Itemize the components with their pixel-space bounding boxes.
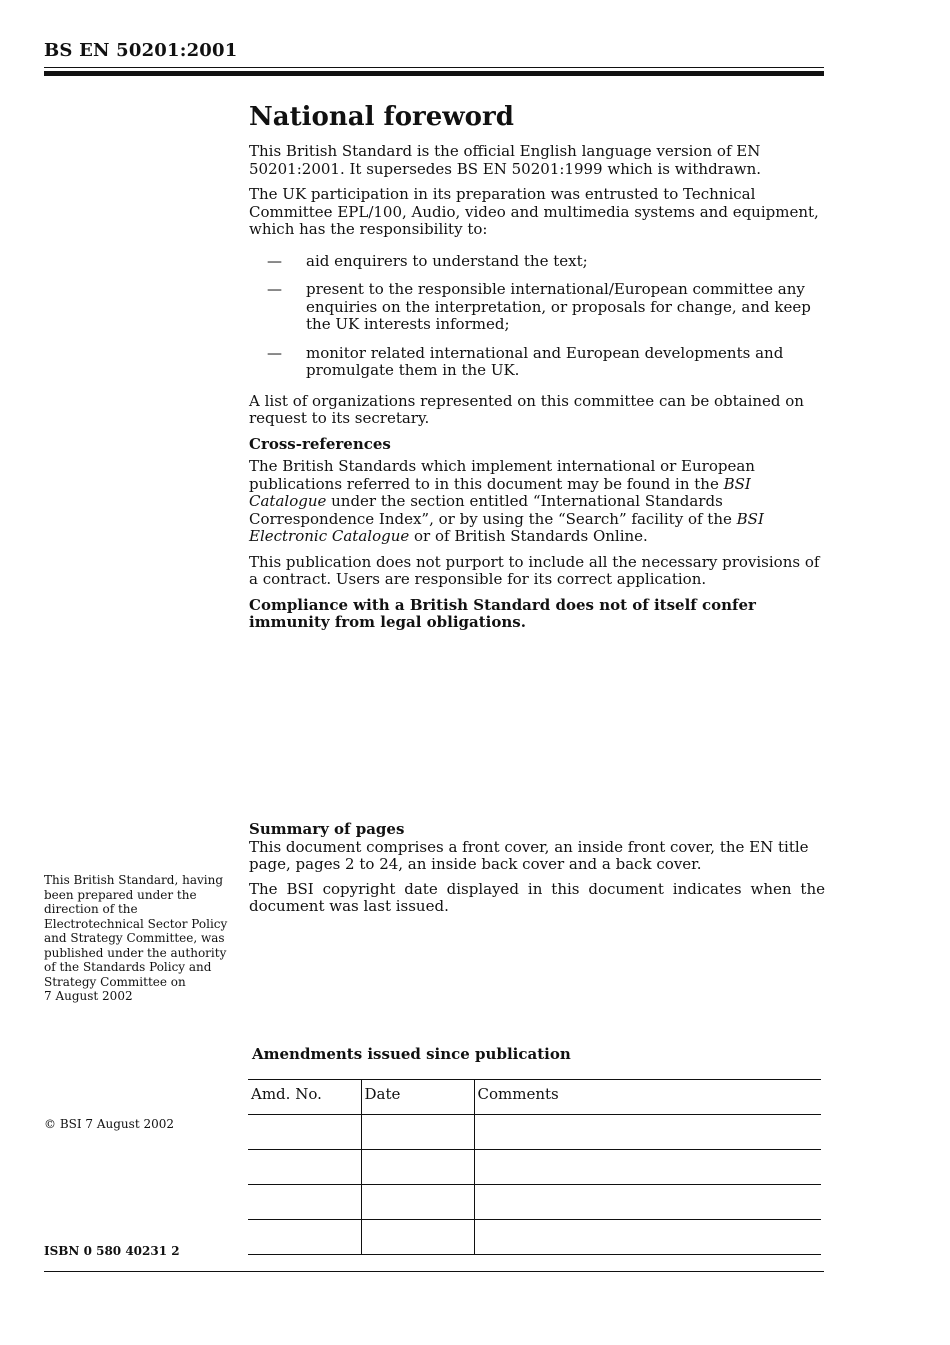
header-thick-rule bbox=[44, 71, 824, 76]
cross-references-heading: Cross-references bbox=[249, 434, 391, 453]
dash-bullet: — bbox=[267, 251, 282, 270]
contract-paragraph: This publication does not purport to include all the necessary provisions of a contract. Users are responsible for its correct application. bbox=[249, 552, 820, 588]
table-cell bbox=[248, 1185, 361, 1220]
crossref-text-2: under the section entitled “International Standards Correspondence Index”, or by using the “Search” facility of the bbox=[249, 492, 737, 528]
note-line: published under the authority bbox=[44, 945, 227, 960]
crossref-text-1: The British Standards which implement international or European publications referred to in this document may be found in the bbox=[249, 457, 755, 493]
note-line: of the Standards Policy and bbox=[44, 960, 212, 974]
copyright-notice: © BSI 7 August 2002 bbox=[44, 1117, 174, 1131]
cross-references-paragraph bbox=[249, 458, 827, 546]
table-cell bbox=[361, 1150, 474, 1185]
table-row bbox=[248, 1115, 821, 1150]
intro-paragraph: This British Standard is the official English language version of EN 50201:2001. It supersedes BS EN 50201:1999 which is withdrawn. bbox=[249, 142, 762, 178]
table-cell bbox=[248, 1150, 361, 1185]
list-item-text: aid enquirers to understand the text; bbox=[306, 251, 588, 270]
page-title: National foreword bbox=[249, 102, 514, 132]
table-cell bbox=[248, 1220, 361, 1255]
note-line: 7 August 2002 bbox=[44, 989, 133, 1003]
header-thin-rule bbox=[44, 67, 824, 68]
list-item bbox=[249, 345, 827, 380]
list-item bbox=[249, 281, 827, 334]
summary-pages-paragraph: This document comprises a front cover, an inside front cover, the EN title page, pages 2 to 24, an inside back cover and a back cover. bbox=[249, 837, 809, 873]
table-cell bbox=[361, 1115, 474, 1150]
table-cell bbox=[474, 1115, 821, 1150]
amendments-title: Amendments issued since publication bbox=[252, 1045, 571, 1063]
table-cell bbox=[474, 1185, 821, 1220]
bsi-catalogue-title: BSI Catalogue bbox=[249, 474, 751, 510]
document-id: BS EN 50201:2001 bbox=[44, 40, 238, 61]
note-line: been prepared under the bbox=[44, 887, 197, 902]
table-cell bbox=[474, 1150, 821, 1185]
summary-section bbox=[249, 821, 825, 923]
amendments-table bbox=[248, 1079, 821, 1255]
isbn-number: ISBN 0 580 40231 2 bbox=[44, 1244, 180, 1258]
note-line: Strategy Committee on bbox=[44, 974, 186, 989]
compliance-statement: Compliance with a British Standard does not of itself confer immunity from legal obligations. bbox=[249, 595, 756, 631]
list-item-text: present to the responsible international/European committee any enquiries on the interpretation, or proposals for change, and keep the UK interests informed; bbox=[306, 280, 811, 333]
participation-paragraph: The UK participation in its preparation was entrusted to Technical Committee EPL/100, Audio, video and multimedia systems and equipment, which has the responsibility to: bbox=[249, 185, 819, 238]
footer-rule bbox=[44, 1271, 824, 1272]
table-row bbox=[248, 1150, 821, 1185]
responsibility-list bbox=[249, 253, 827, 380]
table-cell bbox=[248, 1115, 361, 1150]
table-row bbox=[248, 1220, 821, 1255]
table-row bbox=[248, 1185, 821, 1220]
national-foreword-section bbox=[249, 100, 827, 640]
organizations-paragraph: A list of organizations represented on this committee can be obtained on request to its secretary. bbox=[249, 391, 804, 427]
table-header-row bbox=[248, 1080, 821, 1115]
note-line: Electrotechnical Sector Policy bbox=[44, 916, 228, 931]
column-header-date: Date bbox=[361, 1080, 474, 1115]
summary-heading: Summary of pages bbox=[249, 820, 405, 838]
note-line: and Strategy Committee, was bbox=[44, 931, 225, 945]
column-header-comments: Comments bbox=[474, 1080, 821, 1115]
note-line: direction of the bbox=[44, 902, 138, 916]
list-item bbox=[249, 253, 827, 271]
crossref-text-3: or of British Standards Online. bbox=[409, 527, 648, 545]
dash-bullet: — bbox=[267, 280, 282, 298]
table-cell bbox=[474, 1220, 821, 1255]
table-cell bbox=[361, 1185, 474, 1220]
note-line: This British Standard, having bbox=[44, 873, 224, 887]
copyright-date-paragraph: The BSI copyright date displayed in this document indicates when the document was last issued. bbox=[249, 879, 825, 915]
dash-bullet: — bbox=[267, 343, 282, 362]
table-cell bbox=[361, 1220, 474, 1255]
list-item-text: monitor related international and European developments and promulgate them in the UK. bbox=[306, 343, 784, 379]
bsi-electronic-catalogue-title: BSI Electronic Catalogue bbox=[249, 509, 764, 545]
column-header-amd-no: Amd. No. bbox=[248, 1080, 361, 1115]
publication-authority-note bbox=[44, 873, 228, 1004]
